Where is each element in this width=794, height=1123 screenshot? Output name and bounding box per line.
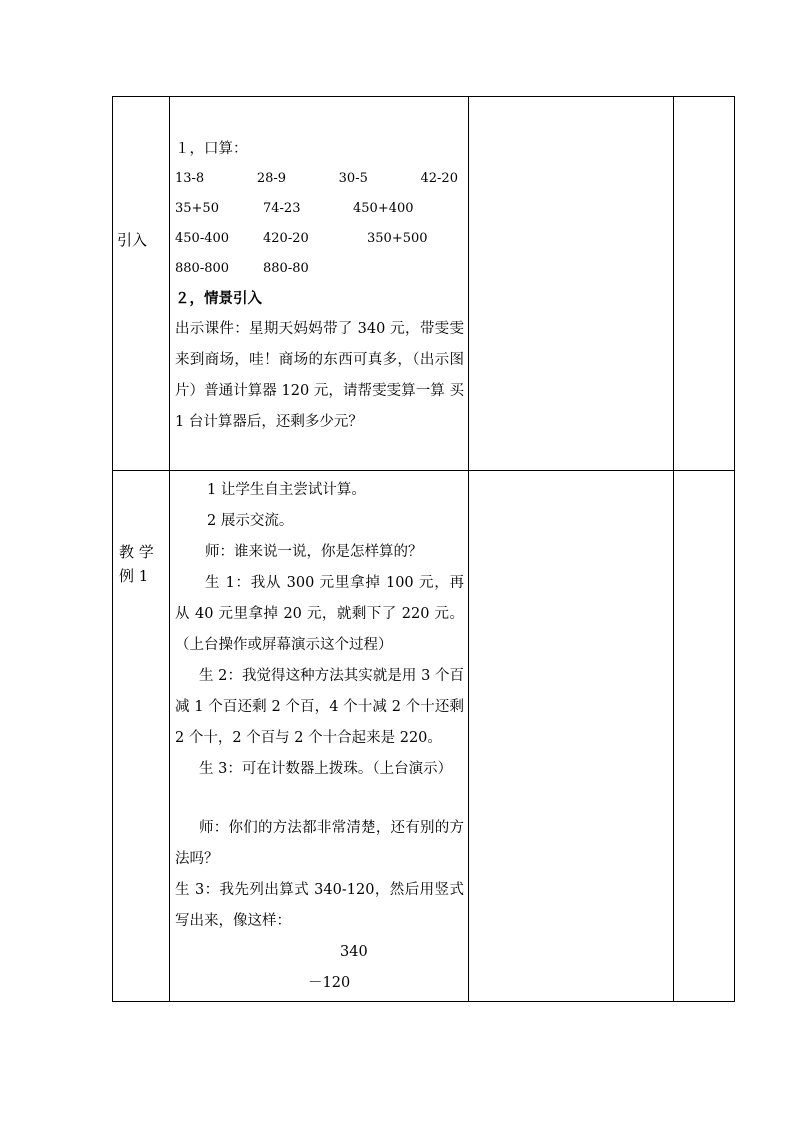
exercise-row <box>175 224 464 254</box>
exercise-item: 350+500 <box>367 231 428 246</box>
exercise-item: 30-5 <box>338 171 368 186</box>
dialogue-line: 师：谁来说一说，你是怎样算的？ <box>205 544 423 560</box>
exercise-item: 450+400 <box>353 201 414 216</box>
row-label-cell <box>113 97 170 471</box>
dialogue-line: 生 2：我觉得这种方法其实就是用 3 个百减 1 个百还剩 2 个百，4 个十减 2 个十还剩 2 个十，2 个百与 2 个十合起来是 220。 <box>175 668 464 746</box>
empty-cell <box>674 471 735 1002</box>
row-label-example: 教 学 例 1 <box>119 543 154 585</box>
exercise-item: 880-80 <box>263 261 309 276</box>
empty-cell <box>674 97 735 471</box>
empty-cell <box>469 97 674 471</box>
exercise-item: 880-800 <box>175 261 230 276</box>
vertical-calc-bottom: －120 <box>308 975 351 991</box>
exercise-row <box>175 254 464 284</box>
dialogue-line: 师：你们的方法都非常清楚，还有别的方法吗？ <box>175 820 464 867</box>
vertical-calc-top: 340 <box>340 944 368 960</box>
step-line: 2 展示交流。 <box>207 513 294 529</box>
dialogue-line: 生 3：可在计数器上拨珠。（上台演示） <box>199 761 453 777</box>
row-label-intro: 引入 <box>117 231 148 249</box>
exercise-item: 74-23 <box>263 201 301 216</box>
content-cell-intro <box>170 97 469 471</box>
exercise-item: 35+50 <box>175 201 219 216</box>
dialogue-line: 生 3：我先列出算式 340-120，然后用竖式写出来，像这样： <box>175 882 464 929</box>
exercise-item: 13-8 <box>175 171 205 186</box>
step-line: 1 让学生自主尝试计算。 <box>207 482 366 498</box>
row-label-cell <box>113 471 170 1002</box>
scenario-paragraph: 出示课件：星期天妈妈带了 340 元，带雯雯来到商场，哇！商场的东西可真多，（出示图片）普通计算器 120 元，请帮雯雯算一算 买 1 台计算器后，还剩多少元？ <box>175 321 464 430</box>
exercise-item: 42-20 <box>420 171 458 186</box>
dialogue-line: 生 1：我从 300 元里拿掉 100 元，再从 40 元里拿掉 20 元，就剩下了 220 元。（上台操作或屏幕演示这个过程） <box>175 575 464 653</box>
content-cell-example <box>170 471 469 1002</box>
section-heading-mental-math: １，口算： <box>175 141 248 157</box>
exercise-item: 420-20 <box>263 231 309 246</box>
exercise-row <box>175 164 460 194</box>
section-heading-scenario: ２，情景引入 <box>175 290 262 307</box>
empty-cell <box>469 471 674 1002</box>
exercise-item: 28-9 <box>256 171 287 186</box>
lesson-plan-table <box>112 96 735 1002</box>
exercise-row <box>175 194 464 224</box>
exercise-item: 450-400 <box>175 231 230 246</box>
table-row-intro <box>113 97 735 471</box>
table-row-example <box>113 471 735 1002</box>
